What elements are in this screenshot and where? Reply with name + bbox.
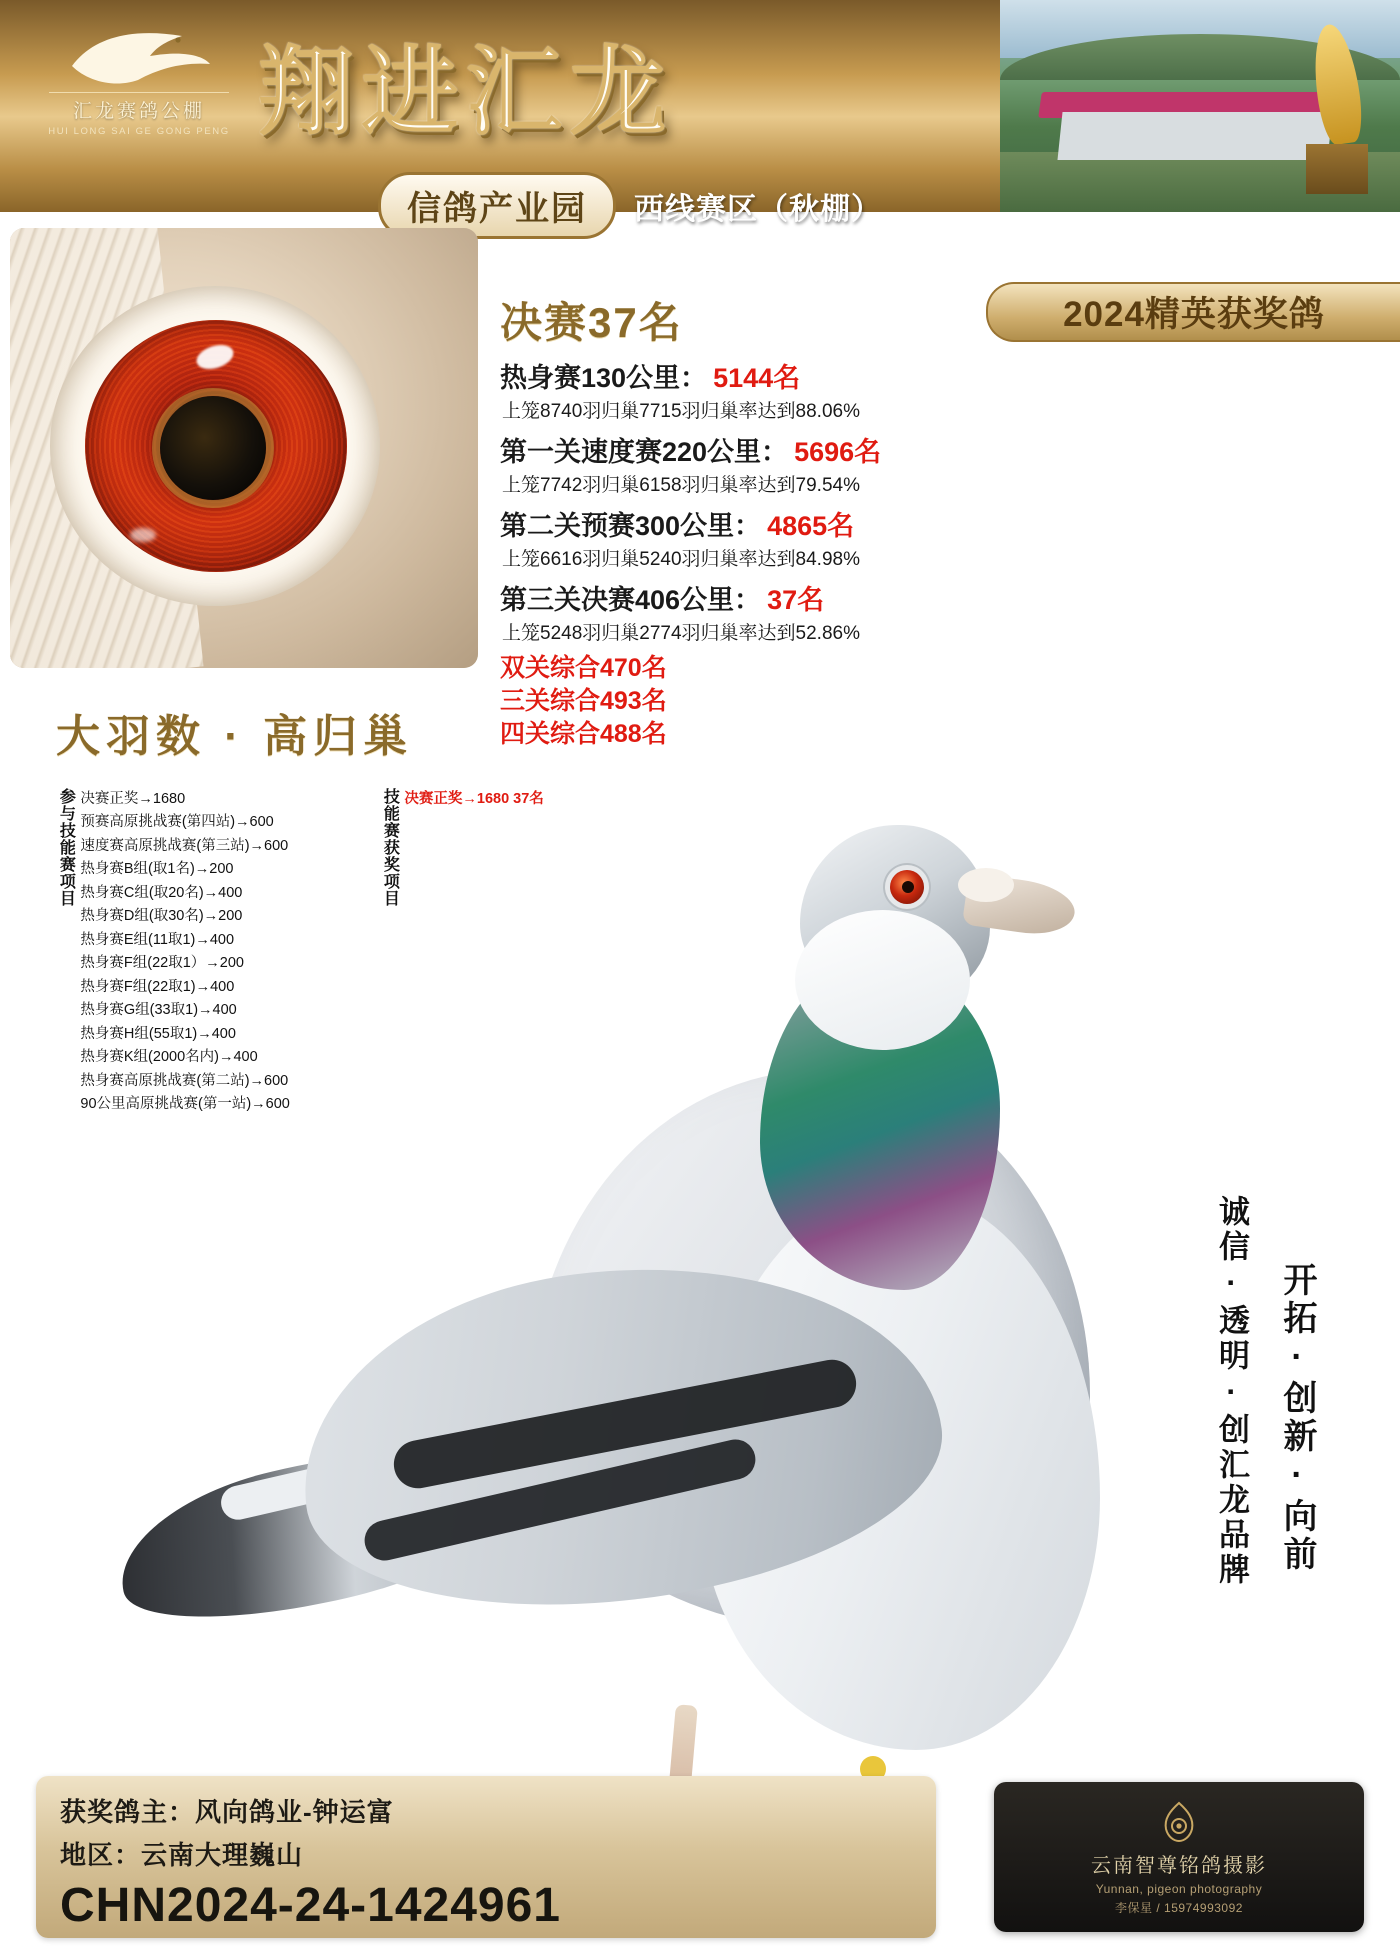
list-item: 热身赛D组(取30名)→200	[80, 908, 243, 925]
photographer-card	[994, 1782, 1364, 1932]
photo-loft-building	[1057, 112, 1332, 160]
won-events-label: 技能赛获奖项目	[381, 788, 399, 907]
result-label-line	[500, 578, 1020, 617]
list-item: 热身赛E组(11取1)→400	[80, 931, 235, 948]
pigeon-eye-icon	[890, 870, 924, 904]
logo-divider	[49, 92, 229, 93]
result-label-line	[500, 430, 1020, 469]
pigeon-cere	[958, 868, 1014, 902]
result-rank: 37名	[767, 585, 825, 615]
list-item: 热身赛B组(取1名)→200	[80, 861, 234, 878]
list-item: 热身赛高原挑战赛(第二站)→600	[80, 1072, 289, 1089]
page-title: 翔进汇龙	[258, 36, 674, 148]
participated-events-block	[56, 788, 290, 1117]
golden-pigeon-statue-icon	[1302, 24, 1372, 194]
result-label-line	[500, 356, 1020, 395]
pigeon-logo-icon	[64, 26, 214, 88]
result-label: 第一关速度赛220公里：	[500, 437, 789, 467]
list-item: 决赛正奖→1680 37名	[404, 791, 544, 807]
list-item: 热身赛H组(55取1)→400	[80, 1025, 236, 1042]
region-value: 云南大理巍山	[141, 1840, 304, 1870]
results-title: 决赛37名	[500, 299, 683, 346]
race-results-block	[500, 290, 1020, 751]
vertical-slogan-primary: 诚信·透明·创汇龙品牌	[1214, 1195, 1249, 1588]
result-label: 第三关决赛406公里：	[500, 585, 762, 615]
result-detail: 上笼5248羽归巢2774羽归巢率达到52.86%	[502, 623, 860, 644]
list-item: 热身赛F组(22取1）→200	[80, 955, 244, 972]
photographer-name-en: Yunnan, pigeon photography	[1095, 1881, 1263, 1896]
summary-line: 双关综合470名	[500, 654, 667, 682]
pigeon-head-white-patch	[795, 910, 970, 1050]
list-item: 90公里高原挑战赛(第一站)→600	[80, 1096, 290, 1113]
list-item: 决赛正奖→1680	[80, 791, 186, 807]
award-badge: 2024精英获奖鸽	[986, 282, 1400, 342]
result-detail: 上笼8740羽归巢7715羽归巢率达到88.06%	[502, 401, 860, 422]
eye-highlight-secondary	[130, 528, 156, 542]
result-label: 第二关预赛300公里：	[500, 511, 762, 541]
eye-pupil	[160, 396, 266, 500]
participated-events-list	[80, 788, 289, 1117]
owner-label: 获奖鸽主：	[60, 1797, 196, 1827]
feature-slogan: 大羽数 · 高归巢	[56, 712, 414, 761]
list-item: 热身赛G组(33取1)→400	[80, 1002, 237, 1019]
subtitle-region: 西线赛区（秋棚）	[634, 192, 882, 226]
vertical-slogan-secondary: 开拓·创新·向前	[1278, 1262, 1316, 1574]
won-events-list	[404, 788, 543, 948]
region-line	[60, 1835, 912, 1872]
result-rank: 5696名	[794, 437, 882, 467]
result-rank: 4865名	[767, 511, 855, 541]
summary-line: 三关综合493名	[500, 687, 667, 715]
logo-pinyin: HUI LONG SAI GE GONG PENG	[48, 126, 230, 137]
result-rank: 5144名	[713, 363, 801, 393]
list-item: 热身赛C组(取20名)→400	[80, 884, 243, 901]
summary-line: 四关综合488名	[500, 720, 667, 748]
result-row	[500, 504, 1020, 571]
list-item: 预赛高原挑战赛(第四站)→600	[80, 814, 274, 831]
poster-header	[0, 0, 1400, 212]
list-item: 热身赛F组(22取1)→400	[80, 978, 235, 995]
photographer-logo-icon	[1152, 1799, 1206, 1843]
owner-line	[60, 1792, 912, 1829]
won-events-block	[380, 788, 544, 948]
pigeon-eye-photo	[10, 228, 478, 668]
list-item: 热身赛K组(2000名内)→400	[80, 1049, 258, 1066]
photographer-contact: 李保星 / 15974993092	[1115, 1900, 1243, 1915]
region-label: 地区：	[60, 1840, 142, 1870]
result-row	[500, 578, 1020, 645]
header-facility-photo	[1000, 0, 1400, 212]
result-label-line	[500, 504, 1020, 543]
photographer-name: 云南智尊铭鸽摄影	[1091, 1854, 1267, 1877]
ring-code: CHN2024-24-1424961	[60, 1879, 561, 1932]
result-detail: 上笼6616羽归巢5240羽归巢率达到84.98%	[502, 549, 860, 570]
result-row	[500, 356, 1020, 423]
participated-events-label: 参与技能赛项目	[57, 788, 75, 907]
result-detail: 上笼7742羽归巢6158羽归巢率达到79.54%	[502, 475, 860, 496]
logo-name: 汇龙赛鸽公棚	[72, 101, 205, 122]
list-item: 速度赛高原挑战赛(第三站)→600	[80, 837, 289, 854]
subtitle-pill: 信鸽产业园	[378, 172, 616, 239]
results-summary	[500, 652, 1020, 751]
owner-info-panel	[36, 1776, 936, 1938]
result-label: 热身赛130公里：	[500, 363, 708, 393]
club-logo	[30, 26, 248, 146]
result-row	[500, 430, 1020, 497]
owner-value: 风向鸽业-钟运富	[195, 1797, 394, 1827]
